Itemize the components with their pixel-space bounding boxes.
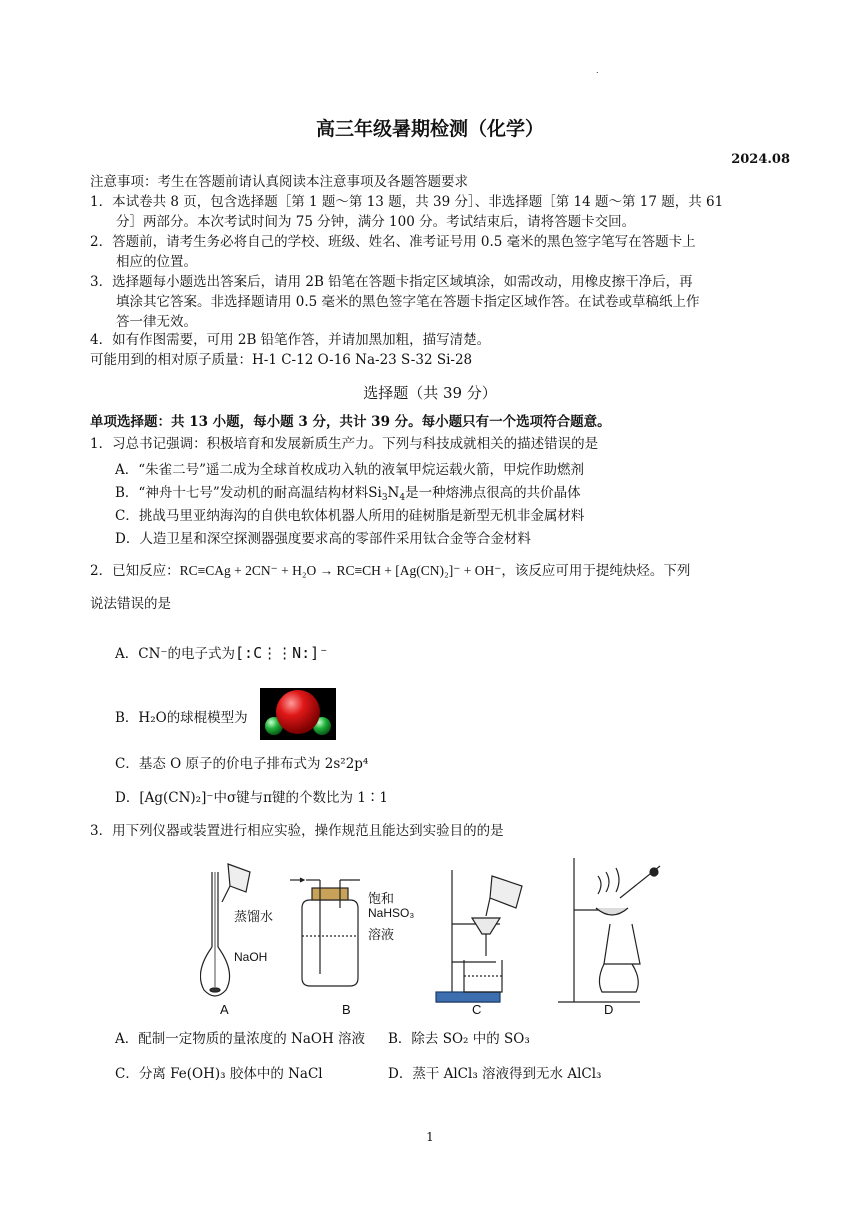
fig-label-a: A [220, 1002, 229, 1017]
q3-option-c: C．分离 Fe(OH)₃ 胶体中的 NaCl [115, 1066, 323, 1082]
water-ball-stick-model [260, 688, 336, 740]
q1-option-d: D．人造卫星和深空探测器强度要求高的零部件采用钛合金等合金材料 [115, 531, 531, 547]
apparatus-b-gas-bottle [290, 878, 360, 986]
q3-apparatus-figure [200, 852, 680, 1020]
label-distilled-water: 蒸馏水 [234, 910, 274, 925]
section-instruction: 单项选择题：共 13 小题，每小题 3 分，共计 39 分。每小题只有一个选项符合题意。 [90, 414, 611, 430]
q3-option-d: D．蒸干 AlCl₃ 溶液得到无水 AlCl₃ [388, 1066, 602, 1082]
label-nahso3: NaHSO₃ [368, 906, 415, 920]
q2-option-b: B．H₂O的球棍模型为 [115, 710, 248, 726]
q1-option-b: B．“神舟十七号”发动机的耐高温结构材料$Si_3N_4$是一种熔沸点很高的共价晶体 [115, 485, 581, 503]
apparatus-a-flask [200, 864, 250, 996]
q1-option-c: C．挑战马里亚纳海沟的自供电软体机器人所用的硅树脂是新型无机非金属材料 [115, 508, 585, 524]
q3-option-a: A．配制一定物质的量浓度的 NaOH 溶液 [115, 1031, 366, 1047]
notice-item-3-cont2: 答一律无效。 [116, 314, 197, 330]
notice-item-3: 3．选择题每小题选出答案后，请用 2B 铅笔在答题卡指定区域填涂，如需改动，用橡皮擦干净后，再 [90, 274, 693, 290]
q1-stem: 1．习总书记强调：积极培育和发展新质生产力。下列与科技成就相关的描述错误的是 [90, 436, 599, 452]
notice-item-2-cont: 相应的位置。 [116, 254, 197, 270]
notice-intro: 注意事项：考生在答题前请认真阅读本注意事项及各题答题要求 [90, 174, 468, 190]
q2-option-c: C．基态 O 原子的价电子排布式为 2s²2p⁴ [115, 756, 369, 772]
label-saturated: 饱和 [368, 892, 395, 907]
page-number: 1 [426, 1130, 434, 1144]
apparatus-d-evaporation [558, 858, 660, 1002]
notice-item-2: 2．答题前，请考生务必将自己的学校、班级、姓名、准考证号用 0.5 毫米的黑色签字笔写在答题卡上 [90, 234, 696, 250]
apparatus-c-filtration [436, 870, 522, 1002]
q2-equation: RC≡CAg + 2CN⁻ + H₂O → RC≡CH + [Ag(CN)₂]⁻ + OH⁻ [179, 563, 502, 578]
page-title: 高三年级暑期检测（化学） [315, 118, 544, 140]
label-naoh: NaOH [234, 950, 268, 964]
dot-mark: . [596, 66, 599, 75]
notice-item-1: 1．本试卷共 8 页，包含选择题［第 1 题～第 13 题，共 39 分］、非选择题［第 14 题～第 17 题，共 61 [90, 194, 724, 210]
fig-label-b: B [342, 1002, 351, 1017]
section-title: 选择题（共 39 分） [363, 384, 497, 402]
fig-label-d: D [604, 1002, 614, 1017]
q2-option-a: A．CN⁻的电子式为[:C⋮⋮N:]⁻ [115, 644, 329, 662]
exam-date: 2024.08 [731, 152, 790, 167]
q3-stem: 3．用下列仪器或装置进行相应实验，操作规范且能达到实验目的的是 [90, 823, 504, 839]
q3-option-b: B．除去 SO₂ 中的 SO₃ [388, 1031, 530, 1047]
fig-label-c: C [472, 1002, 482, 1017]
atomic-mass-line: 可能用到的相对原子质量：H-1 C-12 O-16 Na-23 S-32 Si-28 [90, 352, 473, 368]
q2-stem-cont: 说法错误的是 [90, 596, 171, 612]
notice-item-3-cont: 填涂其它答案。非选择题请用 0.5 毫米的黑色签字笔在答题卡指定区域作答。在试卷或草稿纸上作 [116, 294, 700, 310]
notice-item-4: 4．如有作图需要，可用 2B 铅笔作答，并请加黑加粗，描写清楚。 [90, 332, 491, 348]
notice-item-1-cont: 分］两部分。本次考试时间为 75 分钟，满分 100 分。考试结束后，请将答题卡交回。 [116, 214, 636, 230]
label-solution: 溶液 [368, 928, 395, 943]
q2-stem: 2．已知反应：RC≡CAg + 2CN⁻ + H₂O → RC≡CH + [Ag(CN)₂]⁻ + OH⁻，该反应可用于提纯炔烃。下列 [90, 563, 691, 579]
q2-option-d: D．[Ag(CN)₂]⁻中σ键与π键的个数比为 1∶1 [115, 790, 389, 806]
q1-option-a: A．“朱雀二号”遥二成为全球首枚成功入轨的液氧甲烷运载火箭，甲烷作助燃剂 [115, 462, 585, 478]
electron-formula: [:C⋮⋮N:]⁻ [235, 644, 329, 662]
